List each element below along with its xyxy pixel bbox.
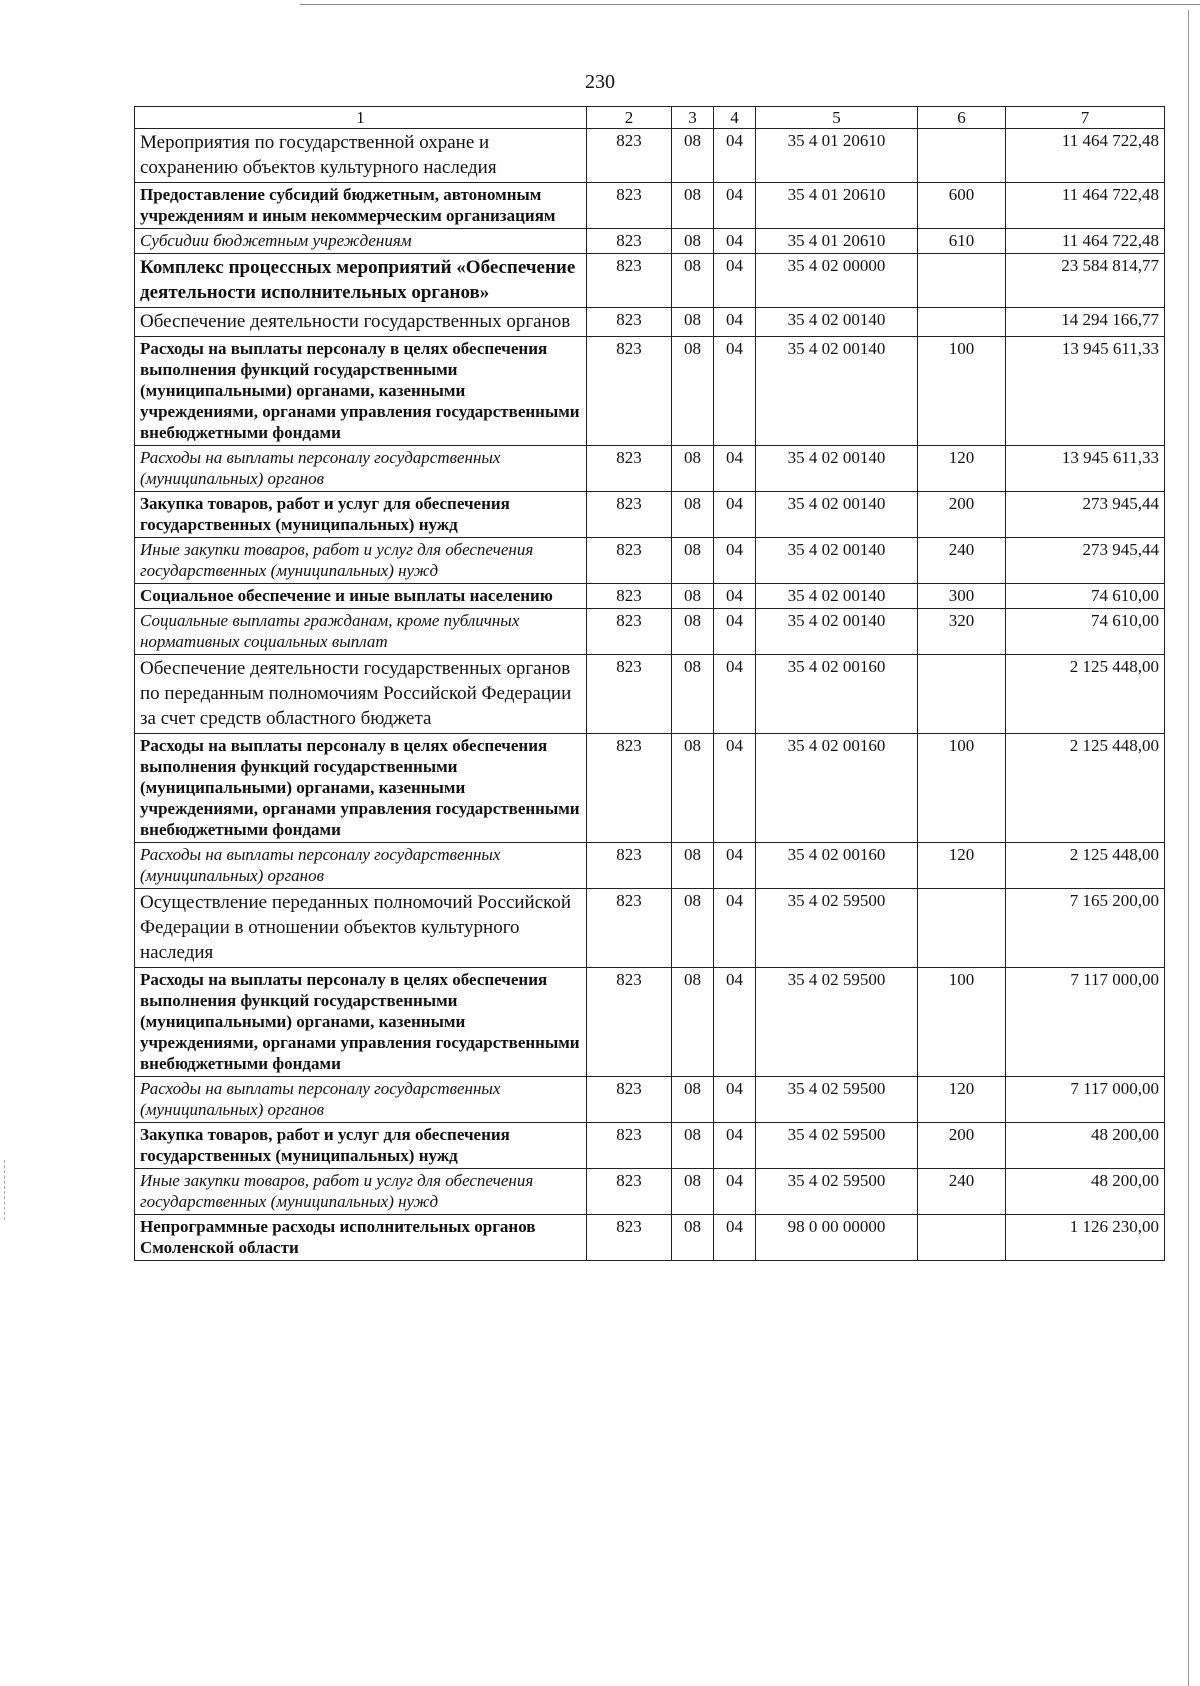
row-name: Расходы на выплаты персоналу государственных (муниципальных) органов [135, 1077, 587, 1123]
row-col5: 35 4 02 00140 [756, 308, 918, 337]
table-row [135, 254, 1165, 308]
row-col3: 08 [672, 655, 714, 734]
row-col7: 23 584 814,77 [1006, 254, 1165, 308]
row-col4: 04 [714, 1123, 756, 1169]
row-col6 [918, 254, 1006, 308]
table-row [135, 843, 1165, 889]
row-col4: 04 [714, 1169, 756, 1215]
row-col5: 35 4 02 00140 [756, 337, 918, 446]
row-col6 [918, 129, 1006, 183]
row-col6 [918, 889, 1006, 968]
row-name: Мероприятия по государственной охране и сохранению объектов культурного наследия [135, 129, 587, 183]
row-col2: 823 [587, 129, 672, 183]
row-col3: 08 [672, 734, 714, 843]
table-row [135, 968, 1165, 1077]
row-col3: 08 [672, 492, 714, 538]
row-col3: 08 [672, 254, 714, 308]
table-row [135, 889, 1165, 968]
row-col7: 7 117 000,00 [1006, 968, 1165, 1077]
row-col4: 04 [714, 492, 756, 538]
row-name: Расходы на выплаты персоналу государственных (муниципальных) органов [135, 843, 587, 889]
row-col7: 2 125 448,00 [1006, 843, 1165, 889]
row-col3: 08 [672, 889, 714, 968]
row-col4: 04 [714, 308, 756, 337]
row-col3: 08 [672, 609, 714, 655]
row-col5: 35 4 02 00140 [756, 584, 918, 609]
row-col3: 08 [672, 1077, 714, 1123]
row-col6: 200 [918, 1123, 1006, 1169]
row-col7: 14 294 166,77 [1006, 308, 1165, 337]
row-col6: 100 [918, 337, 1006, 446]
row-col7: 273 945,44 [1006, 492, 1165, 538]
row-col6: 100 [918, 968, 1006, 1077]
row-col7: 48 200,00 [1006, 1169, 1165, 1215]
row-col4: 04 [714, 655, 756, 734]
row-col4: 04 [714, 446, 756, 492]
row-col6 [918, 1215, 1006, 1261]
row-col7: 11 464 722,48 [1006, 129, 1165, 183]
scan-border-top [300, 4, 1200, 5]
row-col3: 08 [672, 1215, 714, 1261]
table-row [135, 1123, 1165, 1169]
row-col7: 74 610,00 [1006, 609, 1165, 655]
row-name: Иные закупки товаров, работ и услуг для обеспечения государственных (муниципальных) нужд [135, 538, 587, 584]
row-name: Предоставление субсидий бюджетным, автономным учреждениям и иным некоммерческим организациям [135, 183, 587, 229]
column-header: 1 [135, 107, 587, 129]
row-col7: 7 117 000,00 [1006, 1077, 1165, 1123]
row-col3: 08 [672, 584, 714, 609]
row-col3: 08 [672, 446, 714, 492]
row-col5: 35 4 02 00140 [756, 446, 918, 492]
row-col2: 823 [587, 1215, 672, 1261]
row-col4: 04 [714, 584, 756, 609]
column-header: 3 [672, 107, 714, 129]
row-col6: 320 [918, 609, 1006, 655]
row-col2: 823 [587, 843, 672, 889]
row-col5: 35 4 01 20610 [756, 229, 918, 254]
row-col3: 08 [672, 337, 714, 446]
row-col5: 35 4 01 20610 [756, 129, 918, 183]
row-col4: 04 [714, 538, 756, 584]
row-col6: 610 [918, 229, 1006, 254]
row-col6: 100 [918, 734, 1006, 843]
table-header-row [135, 107, 1165, 129]
scan-edge-right [1188, 10, 1189, 1686]
row-col5: 35 4 02 59500 [756, 1169, 918, 1215]
row-col2: 823 [587, 1123, 672, 1169]
row-col7: 2 125 448,00 [1006, 734, 1165, 843]
row-col2: 823 [587, 446, 672, 492]
row-name: Закупка товаров, работ и услуг для обеспечения государственных (муниципальных) нужд [135, 1123, 587, 1169]
scan-mark-left [4, 1160, 5, 1220]
row-col4: 04 [714, 229, 756, 254]
row-col6 [918, 308, 1006, 337]
column-header: 4 [714, 107, 756, 129]
row-col2: 823 [587, 889, 672, 968]
row-col4: 04 [714, 889, 756, 968]
row-col2: 823 [587, 538, 672, 584]
row-col4: 04 [714, 1215, 756, 1261]
row-col7: 1 126 230,00 [1006, 1215, 1165, 1261]
row-name: Расходы на выплаты персоналу в целях обеспечения выполнения функций государственными (муниципальными) органами, казенными учреждениями, органами управления государственными внебюджетными фондами [135, 734, 587, 843]
row-col6: 120 [918, 446, 1006, 492]
row-col2: 823 [587, 492, 672, 538]
column-header: 7 [1006, 107, 1165, 129]
row-col5: 35 4 02 59500 [756, 1123, 918, 1169]
row-col4: 04 [714, 968, 756, 1077]
row-col3: 08 [672, 843, 714, 889]
row-col2: 823 [587, 1077, 672, 1123]
table-row [135, 229, 1165, 254]
table-row [135, 1169, 1165, 1215]
table-row [135, 492, 1165, 538]
row-col4: 04 [714, 843, 756, 889]
row-col7: 273 945,44 [1006, 538, 1165, 584]
table-row [135, 584, 1165, 609]
row-col5: 35 4 02 59500 [756, 968, 918, 1077]
row-col2: 823 [587, 584, 672, 609]
row-col3: 08 [672, 308, 714, 337]
row-col2: 823 [587, 609, 672, 655]
row-col2: 823 [587, 183, 672, 229]
row-name: Расходы на выплаты персоналу в целях обеспечения выполнения функций государственными (муниципальными) органами, казенными учреждениями, органами управления государственными внебюджетными фондами [135, 968, 587, 1077]
column-header: 5 [756, 107, 918, 129]
row-name: Социальное обеспечение и иные выплаты населению [135, 584, 587, 609]
row-col7: 11 464 722,48 [1006, 183, 1165, 229]
table-row [135, 337, 1165, 446]
row-name: Обеспечение деятельности государственных органов по переданным полномочиям Российской Федерации за счет средств областного бюджета [135, 655, 587, 734]
row-col7: 11 464 722,48 [1006, 229, 1165, 254]
table-body [135, 129, 1165, 1261]
row-col3: 08 [672, 1123, 714, 1169]
row-col3: 08 [672, 968, 714, 1077]
row-col2: 823 [587, 229, 672, 254]
row-col4: 04 [714, 337, 756, 446]
row-col5: 35 4 01 20610 [756, 183, 918, 229]
row-col7: 7 165 200,00 [1006, 889, 1165, 968]
row-col2: 823 [587, 734, 672, 843]
row-col6: 600 [918, 183, 1006, 229]
row-col3: 08 [672, 229, 714, 254]
row-col5: 35 4 02 00000 [756, 254, 918, 308]
row-name: Субсидии бюджетным учреждениям [135, 229, 587, 254]
row-col4: 04 [714, 129, 756, 183]
row-col5: 35 4 02 00160 [756, 734, 918, 843]
table-row [135, 1215, 1165, 1261]
row-col5: 35 4 02 00160 [756, 843, 918, 889]
row-col6: 120 [918, 1077, 1006, 1123]
table-row [135, 538, 1165, 584]
column-header: 6 [918, 107, 1006, 129]
row-col5: 35 4 02 00160 [756, 655, 918, 734]
row-col7: 74 610,00 [1006, 584, 1165, 609]
row-col6: 240 [918, 1169, 1006, 1215]
row-col7: 13 945 611,33 [1006, 446, 1165, 492]
row-col2: 823 [587, 968, 672, 1077]
table-row [135, 734, 1165, 843]
page-number: 230 [585, 71, 615, 93]
row-name: Комплекс процессных мероприятий «Обеспечение деятельности исполнительных органов» [135, 254, 587, 308]
row-col4: 04 [714, 183, 756, 229]
row-col5: 35 4 02 00140 [756, 538, 918, 584]
row-col3: 08 [672, 538, 714, 584]
row-name: Социальные выплаты гражданам, кроме публичных нормативных социальных выплат [135, 609, 587, 655]
row-name: Осуществление переданных полномочий Российской Федерации в отношении объектов культурного наследия [135, 889, 587, 968]
table-row [135, 1077, 1165, 1123]
row-name: Закупка товаров, работ и услуг для обеспечения государственных (муниципальных) нужд [135, 492, 587, 538]
row-col7: 13 945 611,33 [1006, 337, 1165, 446]
row-name: Непрограммные расходы исполнительных органов Смоленской области [135, 1215, 587, 1261]
row-name: Иные закупки товаров, работ и услуг для обеспечения государственных (муниципальных) нужд [135, 1169, 587, 1215]
row-col3: 08 [672, 129, 714, 183]
row-col5: 98 0 00 00000 [756, 1215, 918, 1261]
column-header: 2 [587, 107, 672, 129]
row-col6: 200 [918, 492, 1006, 538]
row-col5: 35 4 02 59500 [756, 1077, 918, 1123]
row-name: Обеспечение деятельности государственных органов [135, 308, 587, 337]
row-col2: 823 [587, 655, 672, 734]
table-row [135, 609, 1165, 655]
row-col2: 823 [587, 254, 672, 308]
row-col2: 823 [587, 1169, 672, 1215]
table-row [135, 129, 1165, 183]
row-col2: 823 [587, 308, 672, 337]
budget-table [134, 106, 1165, 1261]
row-col5: 35 4 02 59500 [756, 889, 918, 968]
row-col3: 08 [672, 183, 714, 229]
table-row [135, 655, 1165, 734]
row-col4: 04 [714, 734, 756, 843]
table-row [135, 446, 1165, 492]
row-col6: 240 [918, 538, 1006, 584]
row-col7: 2 125 448,00 [1006, 655, 1165, 734]
row-col6: 300 [918, 584, 1006, 609]
row-col6 [918, 655, 1006, 734]
row-col6: 120 [918, 843, 1006, 889]
row-col7: 48 200,00 [1006, 1123, 1165, 1169]
row-col3: 08 [672, 1169, 714, 1215]
row-name: Расходы на выплаты персоналу в целях обеспечения выполнения функций государственными (муниципальными) органами, казенными учреждениями, органами управления государственными внебюджетными фондами [135, 337, 587, 446]
table-row [135, 308, 1165, 337]
row-col4: 04 [714, 254, 756, 308]
table-row [135, 183, 1165, 229]
row-col5: 35 4 02 00140 [756, 609, 918, 655]
row-name: Расходы на выплаты персоналу государственных (муниципальных) органов [135, 446, 587, 492]
row-col2: 823 [587, 337, 672, 446]
row-col4: 04 [714, 609, 756, 655]
row-col5: 35 4 02 00140 [756, 492, 918, 538]
row-col4: 04 [714, 1077, 756, 1123]
